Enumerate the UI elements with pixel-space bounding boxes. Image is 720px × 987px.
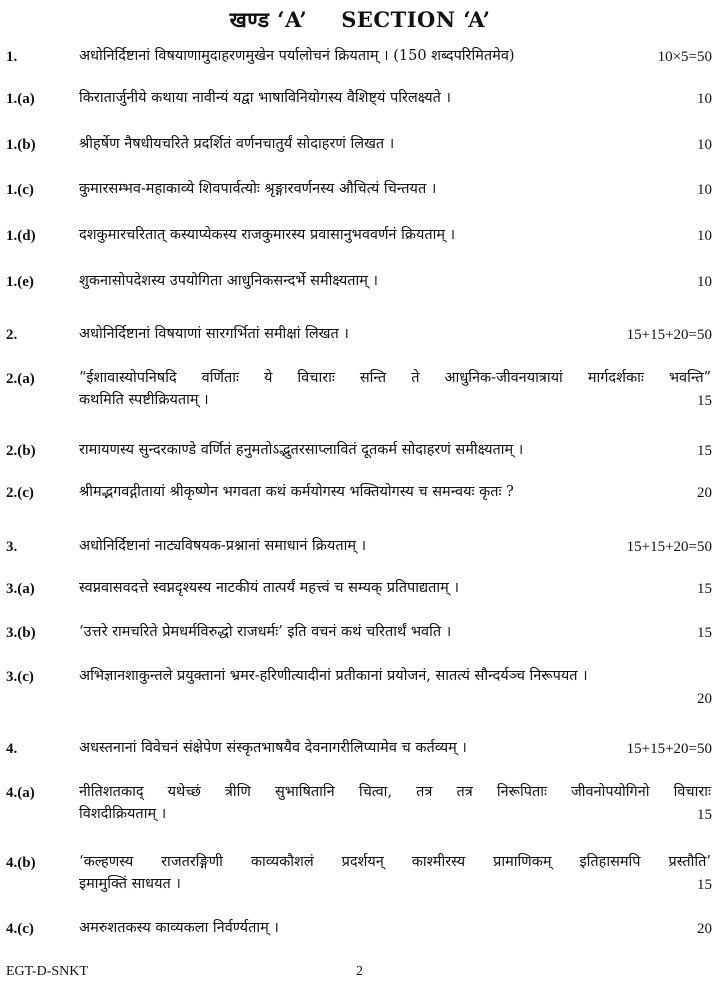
question-marks: 10 <box>697 228 712 244</box>
question-text: अधोनिर्दिष्टानां विषयाणां सारगर्भितां समीक्षां लिखत । <box>79 326 349 342</box>
paper-code: EGT-D-SNKT <box>6 964 88 979</box>
question-text: रामायणस्य सुन्दरकाण्डे वर्णितं हनुमतोऽद्भुतरसाप्लावितं दूतकर्म सोदाहरणं समीक्ष्यताम् । <box>79 442 524 458</box>
question-text: अमरुशतकस्य काव्यकला निर्वर्ण्यताम् । <box>79 920 279 936</box>
question-number: 4.(b) <box>6 855 36 871</box>
section-title-hindi: खण्ड ‘A’ <box>229 7 308 32</box>
page-number: 2 <box>356 964 363 979</box>
question-marks: 10 <box>697 274 712 290</box>
question-marks: 15 <box>697 807 712 823</box>
question-marks: 15+15+20=50 <box>626 327 712 343</box>
question-number: 2. <box>6 327 18 343</box>
question-marks: 15 <box>697 581 712 597</box>
question-marks: 20 <box>697 485 712 501</box>
question-number: 1. <box>6 49 18 65</box>
question-number: 1.(e) <box>6 274 34 290</box>
question-marks: 15+15+20=50 <box>626 539 712 555</box>
question-marks: 15 <box>697 877 712 893</box>
question-text: श्रीमद्भगवद्गीतायां श्रीकृष्णेन भगवता कथं कर्मयोगस्य भक्तियोगस्य च समन्वयः कृतः ? <box>79 484 514 500</box>
question-number: 2.(a) <box>6 371 35 387</box>
question-text: अभिज्ञानशाकुन्तले प्रयुक्तानां भ्रमर-हरिणीत्यादीनां प्रतीकानां प्रयोजनं, सातत्यं सौन्दर्यञ्च निरूपयत । <box>79 668 588 684</box>
question-marks: 15 <box>697 443 712 459</box>
section-title-english: SECTION ‘A’ <box>341 7 491 32</box>
question-number: 3.(b) <box>6 625 36 641</box>
question-marks: 10×5=50 <box>657 49 712 65</box>
question-number: 4. <box>6 741 18 757</box>
question-number: 1.(a) <box>6 91 35 107</box>
question-marks: 10 <box>697 137 712 153</box>
question-text-line-2: विशदीक्रियताम् । <box>79 806 167 822</box>
question-number: 3.(a) <box>6 581 35 597</box>
question-marks: 15 <box>697 625 712 641</box>
question-marks: 15+15+20=50 <box>626 741 712 757</box>
question-number: 3.(c) <box>6 669 34 685</box>
question-text: अधस्तनानां विवेचनं संक्षेपेण संस्कृतभाषयैव देवनागरीलिप्यामेव च कर्तव्यम् । <box>79 740 467 756</box>
question-marks: 20 <box>697 691 712 707</box>
question-number: 1.(b) <box>6 137 36 153</box>
question-text: ‘उत्तरे रामचरिते प्रेमधर्मविरुद्धो राजधर्मः’ इति वचनं कथं चरितार्थं भवति । <box>79 624 452 640</box>
question-number: 2.(c) <box>6 485 34 501</box>
question-text-line-1: नीतिशतकाद् यथेच्छं त्रीणि सुभाषितानि चित्वा, तत्र तत्र निरूपिताः जीवनोपयोगिनो विचाराः <box>79 784 711 800</box>
question-marks: 10 <box>697 182 712 198</box>
question-marks: 10 <box>697 91 712 107</box>
question-text: कुमारसम्भव-महाकाव्ये शिवपार्वत्योः श्रृङ्गारवर्णनस्य औचित्यं चिन्तयत । <box>79 181 437 197</box>
question-marks: 15 <box>697 393 712 409</box>
question-number: 4.(c) <box>6 921 34 937</box>
question-text: अधोनिर्दिष्टानां विषयाणामुदाहरणमुखेन पर्यालोचनं क्रियताम् । (150 शब्दपरिमितमेव) <box>79 48 515 64</box>
question-text-line-1: “ईशावास्योपनिषदि वर्णिताः ये विचाराः सन्ति ते आधुनिक-जीवनयात्रायां मार्गदर्शकाः भवन्ति” <box>79 370 711 386</box>
question-text-line-1: ‘कल्हणस्य राजतरङ्गिणी काव्यकौशलं प्रदर्शयन् काश्मीरस्य प्रामाणिकम् इतिहासमपि प्रस्तौति’ <box>79 854 711 870</box>
question-text: किरातार्जुनीये कथाया नावीन्यं यद्वा भाषाविनियोगस्य वैशिष्ट्यं परिलक्ष्यते । <box>79 90 451 106</box>
question-number: 4.(a) <box>6 785 35 801</box>
question-number: 1.(d) <box>6 228 36 244</box>
question-text-line-2: इमामुक्तिं साधयत । <box>79 876 181 892</box>
question-text: स्वप्नवासवदत्ते स्वप्नदृश्यस्य नाटकीयं तात्पर्यं महत्त्वं च सम्यक् प्रतिपाद्यताम् । <box>79 580 459 596</box>
question-text: श्रीहर्षेण नैषधीयचरिते प्रदर्शितं वर्णनचातुर्यं सोदाहरणं लिखत । <box>79 136 395 152</box>
question-number: 1.(c) <box>6 182 34 198</box>
question-number: 3. <box>6 539 18 555</box>
question-number: 2.(b) <box>6 443 36 459</box>
question-text-line-2: कथमिति स्पष्टीक्रियताम् । <box>79 392 209 408</box>
section-title <box>0 6 720 34</box>
question-text: अधोनिर्दिष्टानां नाट्यविषयक-प्रश्नानां समाधानं क्रियताम् । <box>79 538 367 554</box>
question-marks: 20 <box>697 921 712 937</box>
question-text: दशकुमारचरितात् कस्याप्येकस्य राजकुमारस्य प्रवासानुभववर्णनं क्रियताम् । <box>79 227 456 243</box>
question-text: शुकनासोपदेशस्य उपयोगिता आधुनिकसन्दर्भे समीक्ष्यताम् । <box>79 273 379 289</box>
